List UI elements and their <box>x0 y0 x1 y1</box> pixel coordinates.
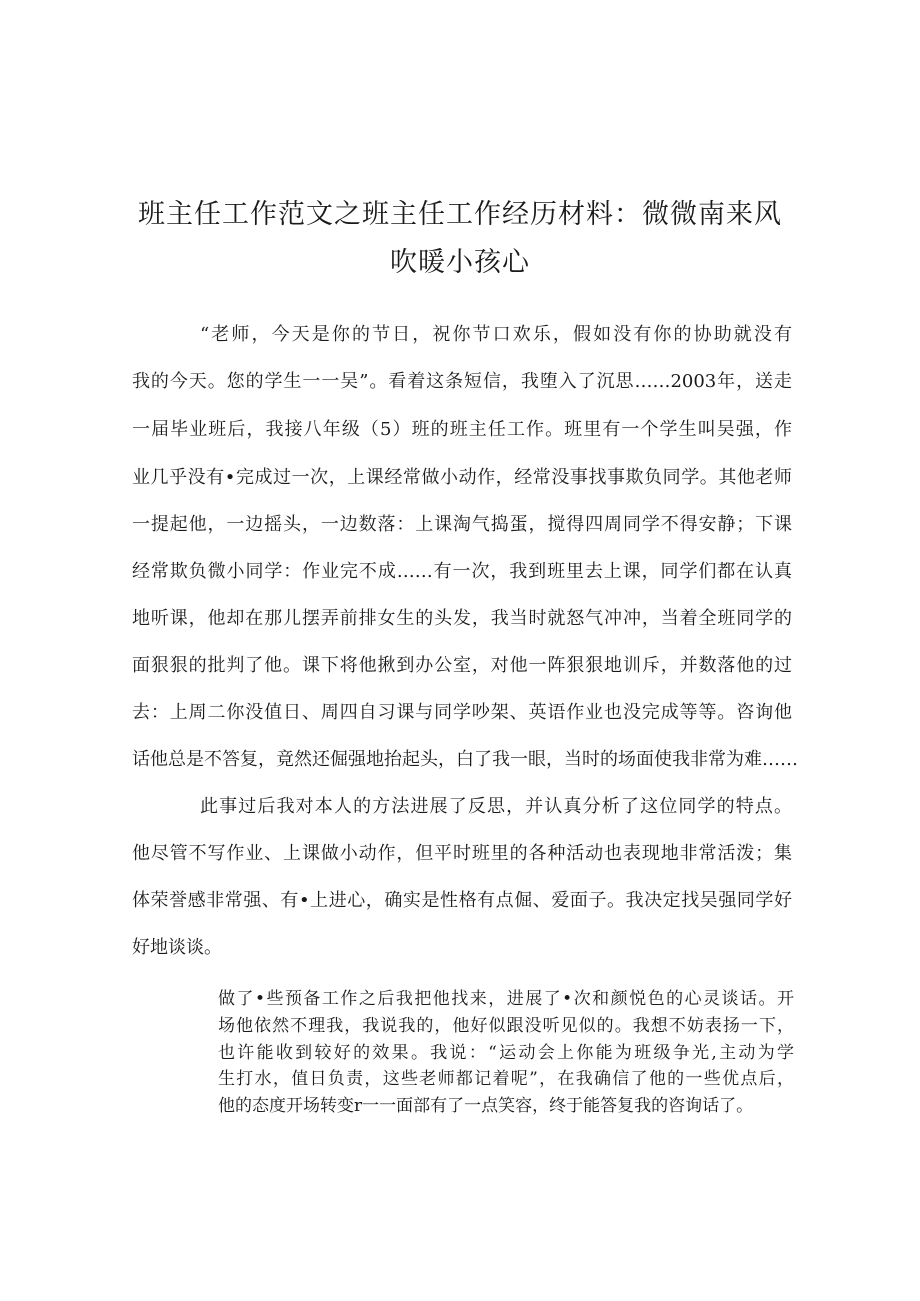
paragraph-1-line: 去：上周二你没值日、周四自习课与同学吵架、英语作业也没完成等等。咨询他 <box>132 702 792 723</box>
document-title-line-1: 班主任工作范文之班主任工作经历材料：微微南来风 <box>138 199 782 230</box>
paragraph-2-line: 他尽管不写作业、上课做小动作，但平时班里的各种活动也表现地非常活泼；集 <box>132 843 792 864</box>
paragraph-1-line: 经常欺负微小同学：作业完不成……有一次，我到班里去上课，同学们都在认真 <box>132 561 792 582</box>
paragraph-1-line: 面狠狠的批判了他。课下将他揪到办公室，对他一阵狠狠地训斥，并数落他的过 <box>132 655 792 676</box>
paragraph-3-line: 也许能收到较好的效果。我说：“运动会上你能为班级争光,主动为学 <box>218 1043 794 1063</box>
paragraph-2-line: 体荣誉感非常强、有•上进心，确实是性格有点倔、爱面子。我决定找吴强同学好 <box>132 890 792 911</box>
paragraph-3-line: 做了•些预备工作之后我把他找来，进展了•次和颜悦色的心灵谈话。开 <box>218 989 794 1009</box>
paragraph-2-line: 此事过后我对本人的方法进展了反思，并认真分析了这位同学的特点。 <box>200 796 792 817</box>
paragraph-3-line: 他的态度开场转变r一一面部有了一点笑容，终于能答复我的咨询话了。 <box>218 1096 754 1116</box>
paragraph-1-line: 一届毕业班后，我接八年级（5）班的班主任工作。班里有一个学生叫吴强，作 <box>132 419 792 440</box>
paragraph-1-line: “老师，今天是你的节日，祝你节口欢乐，假如没有你的协助就没有 <box>200 324 792 345</box>
paragraph-1-line: 业几乎没有•完成过一次，上课经常做小动作，经常没事找事欺负同学。其他老师 <box>132 467 792 488</box>
paragraph-1-line: 地听课，他却在那儿摆弄前排女生的头发，我当时就怒气冲冲，当着全班同学的 <box>132 608 792 629</box>
paragraph-1-line: 一提起他，一边摇头，一边数落：上课淘气捣蛋，搅得四周同学不得安静；下课 <box>132 514 792 535</box>
paragraph-1-line: 话他总是不答复，竟然还倔强地抬起头，白了我一眼，当时的场面使我非常为难…… <box>132 749 798 770</box>
paragraph-2-line: 好地谈谈。 <box>132 937 222 958</box>
paragraph-1-line: 我的今天。您的学生一一吴”。看着这条短信，我堕入了沉思……2003年，送走 <box>132 371 792 392</box>
document-title-line-2: 吹暖小孩心 <box>390 247 530 278</box>
paragraph-3-line: 场他依然不理我，我说我的，他好似跟没听见似的。我想不妨表扬一下， <box>218 1016 794 1036</box>
paragraph-3-line: 生打水，值日负责，这些老师都记着呢”，在我确信了他的一些优点后， <box>218 1069 794 1089</box>
